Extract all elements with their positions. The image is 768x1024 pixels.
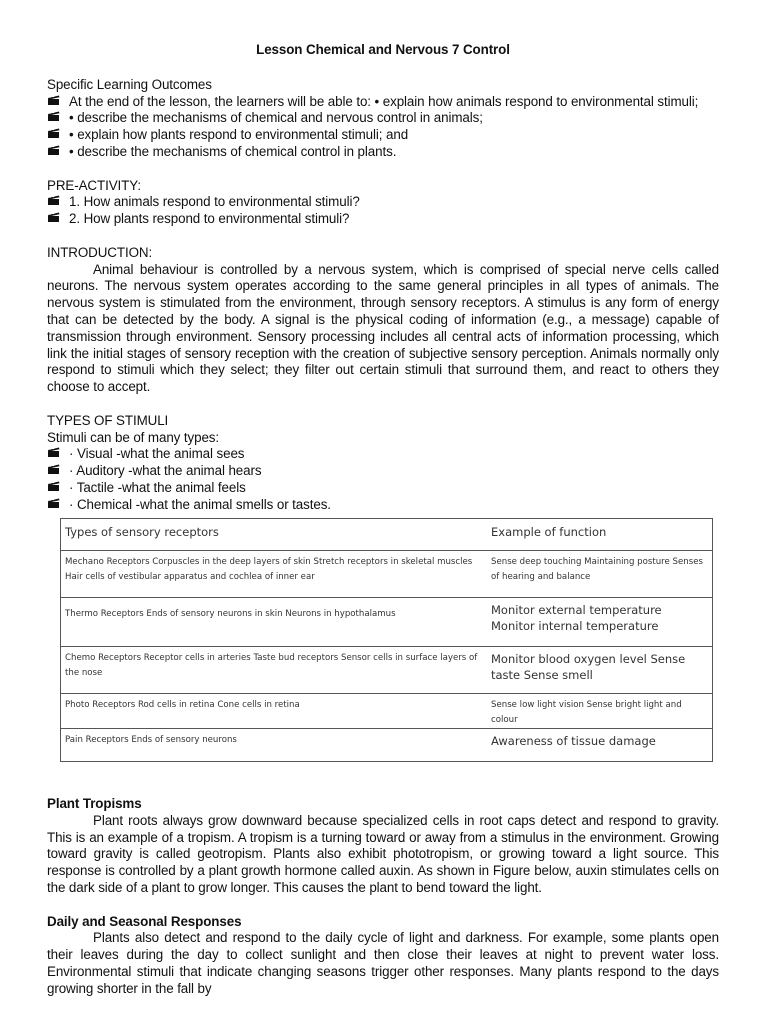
list-item [47,497,719,514]
document-page [47,42,719,514]
preactivity-question: 2. How plants respond to environmental stimuli? [69,211,350,227]
clapperboard-bullet-icon [47,497,69,509]
stimulus-type: · Chemical -what the animal smells or tastes. [69,496,331,512]
plant-tropisms-paragraph: Plant roots always grow downward because specialized cells in root caps detect and respond to gravity. This is an example of a tropism. A tropism is a turning toward or away from a stimulus in the environment. Growing toward gravity is called geotropism. Plants also exhibit phototropism, or growing toward a light source. This response is controlled by a plant growth hormone called auxin. As shown in Figure below, auxin stimulates cells on the dark side of a plant to grow longer. This causes the plant to bend toward the light. [47,812,719,895]
receptor-function-text: Sense deep touching Maintaining posture Senses of hearing and balance [491,557,703,582]
clapperboard-bullet-icon [47,144,69,156]
receptor-type-text: Mechano Receptors Corpuscles in the deep layers of skin Stretch receptors in skeletal muscles Hair cells of vestibular apparatus and cochlea of inner ear [65,557,473,582]
clapperboard-bullet-icon [47,110,69,122]
receptor-function-text: Sense low light vision Sense bright light and colour [491,700,682,725]
outcome-text: • explain how plants respond to environmental stimuli; and [69,127,409,143]
introduction-paragraph: Animal behaviour is controlled by a nervous system, which is comprised of special nerve cells called neurons. The nervous system operates according to the same general principles in all types of animals. The nervous system is stimulated from the environment, through sensory receptors. A stimulus is any form of energy that can be detected by the body. A signal is the physical coding of information (e.g., a message) capable of transmission through environment. Sensory processing includes all central acts of information processing, which link the initial stages of sensory reception with the creation of subjective sensory perception. Animals normally only respond to stimuli which they select; they filter out certain stimuli that surround them, and react to others they choose to accept. [47,261,719,395]
list-item [47,127,719,144]
stimuli-intro: Stimuli can be of many types: [47,429,220,445]
column-header-type: Types of sensory receptors [61,519,488,551]
document-title: Lesson Chemical and Nervous 7 Control [256,42,510,57]
receptor-type-cell [61,598,488,647]
receptor-function-cell [487,551,713,598]
table-row [61,551,713,598]
list-item [47,110,719,127]
list-item [47,194,719,211]
daily-responses-paragraph: Plants also detect and respond to the daily cycle of light and darkness. For example, some plants open their leaves during the day to collect sunlight and then close their leaves at night to prevent water loss. Environmental stimuli that indicate changing seasons trigger other responses. Many plants respond to the days growing shorter in the fall by [47,930,719,996]
preactivity-question: 1. How animals respond to environmental stimuli? [69,194,360,210]
spacer [47,161,719,178]
receptor-function-cell [487,598,713,647]
list-item [47,463,719,480]
spacer [47,897,719,914]
lower-section [47,796,719,998]
receptor-function-text: Awareness of tissue damage [491,734,656,748]
table-row [61,647,713,694]
stimulus-type: · Tactile -what the animal feels [69,479,246,495]
preactivity-heading: PRE-ACTIVITY: [47,177,141,193]
clapperboard-bullet-icon [47,211,69,223]
list-item [47,94,719,111]
list-item [47,144,719,161]
clapperboard-bullet-icon [47,480,69,492]
receptor-type-text: Pain Receptors Ends of sensory neurons [65,735,237,745]
clapperboard-bullet-icon [47,94,69,106]
receptor-type-text: Photo Receptors Rod cells in retina Cone cells in retina [65,700,300,710]
receptor-type-text: Thermo Receptors Ends of sensory neurons in skin Neurons in hypothalamus [65,609,396,619]
receptor-table [60,518,713,762]
outcome-text: At the end of the lesson, the learners will be able to: • explain how animals respond to environmental stimuli; [69,93,699,109]
spacer [47,396,719,413]
table-row [61,598,713,647]
receptor-type-text: Chemo Receptors Receptor cells in arteries Taste bud receptors Sensor cells in surface layers of the nose [65,653,478,678]
clapperboard-bullet-icon [47,127,69,139]
list-item [47,446,719,463]
stimulus-type: · Auditory -what the animal hears [69,463,262,479]
receptor-type-cell [61,551,488,598]
outcome-text: • describe the mechanisms of chemical and nervous control in animals; [69,110,483,126]
spacer [47,228,719,245]
daily-responses-heading: Daily and Seasonal Responses [47,913,242,929]
receptor-table-container [60,518,713,762]
receptor-type-cell [61,694,488,729]
receptor-function-text: Monitor external temperature Monitor internal temperature [491,603,662,633]
outcomes-heading: Specific Learning Outcomes [47,76,212,92]
clapperboard-bullet-icon [47,446,69,458]
list-item [47,211,719,228]
outcome-text: • describe the mechanisms of chemical control in plants. [69,143,397,159]
plant-tropisms-heading: Plant Tropisms [47,796,142,811]
stimuli-heading: TYPES OF STIMULI [47,412,169,428]
table-row [61,694,713,729]
stimulus-type: · Visual -what the animal sees [69,446,245,462]
introduction-heading: INTRODUCTION: [47,244,153,260]
table-header-row [61,519,713,551]
table-row [61,729,713,762]
receptor-function-text: Monitor blood oxygen level Sense taste Sense smell [491,652,686,682]
receptor-function-cell [487,647,713,694]
list-item [47,480,719,497]
receptor-function-cell [487,729,713,762]
column-header-function: Example of function [487,519,713,551]
receptor-type-cell [61,729,488,762]
receptor-type-cell [61,647,488,694]
clapperboard-bullet-icon [47,194,69,206]
clapperboard-bullet-icon [47,463,69,475]
receptor-function-cell [487,694,713,729]
